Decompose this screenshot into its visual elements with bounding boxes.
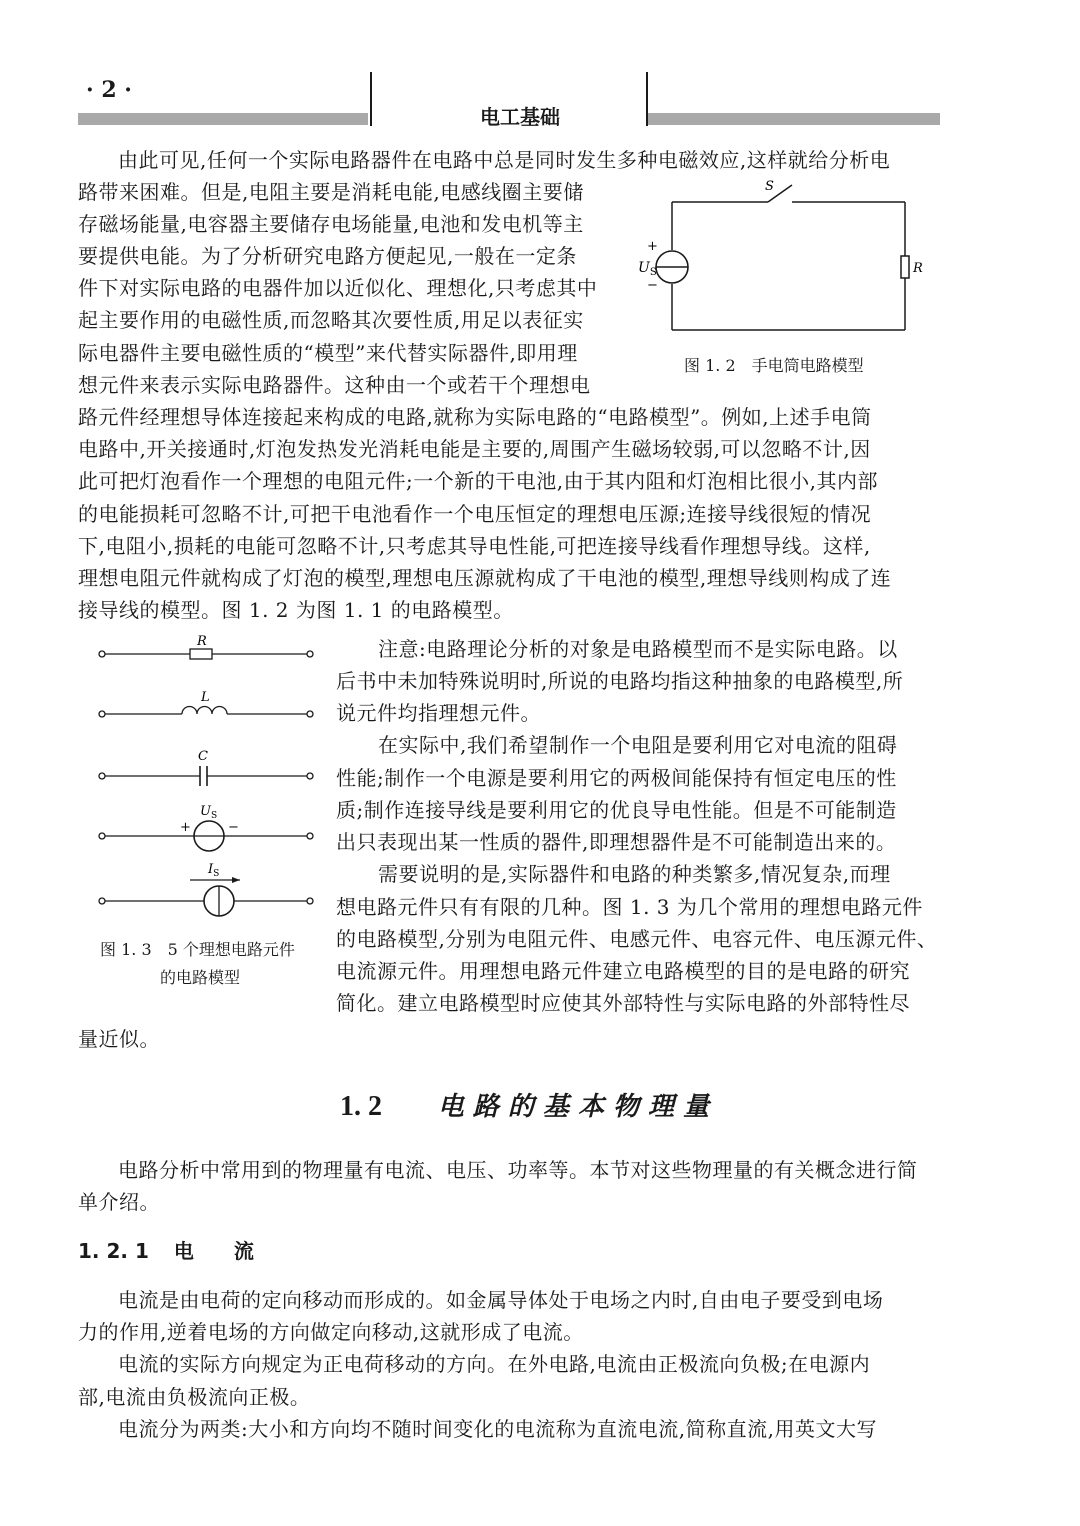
book-title: 电工基础: [480, 105, 560, 129]
plus-label: +: [647, 239, 658, 254]
text-line: 下,电阻小,损耗的电能可忽略不计,只考虑其导电性能,可把连接导线看作理想导线。这样,: [78, 534, 871, 558]
svg-text:US: $U_S$: [200, 804, 218, 821]
text-line: 电流的实际方向规定为正电荷移动的方向。在外电路,电流由正极流向负极;在电源内: [118, 1352, 871, 1376]
text-line: 出只表现出某一性质的器件,即理想器件是不可能制造出来的。: [336, 830, 897, 854]
text-line: 电路中,开关接通时,灯泡发热发光消耗电能是主要的,周围产生磁场较弱,可以忽略不计,因: [78, 437, 871, 461]
text-line: 质;制作连接导线是要利用它的优良导电性能。但是不可能制造: [336, 798, 897, 822]
text-line: 电流源元件。用理想电路元件建立电路模型的目的是电路的研究: [336, 959, 910, 983]
text-line: 力的作用,逆着电场的方向做定向移动,这就形成了电流。: [78, 1320, 584, 1344]
current-source-element: [99, 862, 313, 916]
text-line: 注意:电路理论分析的对象是电路模型而不是实际电路。以: [378, 637, 898, 661]
section-title: 电 路 的 基 本 物 理 量: [437, 1092, 710, 1122]
text-line: 路元件经理想导体连接起来构成的电路,就称为实际电路的“电路模型”。例如,上述手电筒: [78, 405, 872, 429]
text-line: 说元件均指理想元件。: [336, 701, 541, 725]
text-line: 量近似。: [78, 1027, 160, 1051]
header-rule-right: [648, 113, 940, 125]
subsection-title: 电 流: [173, 1239, 254, 1263]
svg-text:C: C: [198, 749, 208, 764]
minus-label: −: [647, 278, 658, 293]
text-line: 单介绍。: [78, 1190, 160, 1214]
switch-label: S: [765, 179, 774, 194]
svg-text:IS: $I_S$: [208, 862, 220, 879]
text-line: 存磁场能量,电容器主要储存电场能量,电池和发电机等主: [78, 212, 584, 236]
text-line: 电流分为两类:大小和方向均不随时间变化的电流称为直流电流,简称直流,用英文大写: [118, 1417, 877, 1441]
text-line: 由此可见,任何一个实际电路器件在电路中总是同时发生多种电磁效应,这样就给分析电: [118, 148, 891, 172]
source-label: $U_S$: [638, 260, 657, 278]
capacitor-element: [99, 749, 313, 786]
header-rule-left: [78, 113, 368, 125]
text-line: 此可把灯泡看作一个理想的电阻元件;一个新的干电池,由于其内阻和灯泡相比很小,其内部: [78, 469, 878, 493]
resistor-element: [99, 634, 313, 659]
text-line: 路带来困难。但是,电阻主要是消耗电能,电感线圈主要储: [78, 180, 584, 204]
svg-text:+: +: [180, 820, 191, 835]
svg-text:−: −: [228, 820, 239, 835]
text-line: 想元件来表示实际电路器件。这种由一个或若干个理想电: [78, 373, 591, 397]
svg-text:R: R: [197, 634, 207, 649]
header-divider-left: [370, 72, 372, 126]
page-number: · 2 ·: [86, 77, 132, 103]
resistor-symbol: [901, 256, 909, 278]
figure-1-3-caption-line1: 图 1. 3 5 个理想电路元件: [100, 940, 295, 959]
text-line: 理想电阻元件就构成了灯泡的模型,理想电压源就构成了干电池的模型,理想导线则构成了连: [78, 566, 892, 590]
section-number: 1. 2: [340, 1091, 382, 1122]
text-line: 件下对实际电路的电器件加以近似化、理想化,只考虑其中: [78, 276, 598, 300]
text-line: 要提供电能。为了分析研究电路方便起见,一般在一定条: [78, 244, 577, 268]
text-line: 部,电流由负极流向正极。: [78, 1385, 311, 1409]
inductor-element: [99, 690, 313, 717]
text-line: 电路分析中常用到的物理量有电流、电压、功率等。本节对这些物理量的有关概念进行简: [118, 1158, 918, 1182]
text-line: 性能;制作一个电源是要利用它的两极间能保持有恒定电压的性: [336, 766, 897, 790]
voltage-source-element: [99, 804, 313, 851]
figure-1-2-circuit: [630, 170, 930, 345]
text-line: 接导线的模型。图 1. 2 为图 1. 1 的电路模型。: [78, 598, 514, 622]
section-heading: [340, 1086, 709, 1126]
figure-1-3-elements: [90, 630, 325, 920]
text-line: 后书中未加特殊说明时,所说的电路均指这种抽象的电路模型,所: [336, 669, 904, 693]
text-line: 的电能损耗可忽略不计,可把干电池看作一个电压恒定的理想电压源;连接导线很短的情况: [78, 502, 872, 526]
subsection-number: 1. 2. 1: [78, 1239, 149, 1263]
text-line: 际电器件主要电磁性质的“模型”来代替实际器件,即用理: [78, 341, 578, 365]
figure-1-2-caption: 图 1. 2 手电筒电路模型: [684, 356, 864, 375]
subsection-heading: [78, 1237, 254, 1265]
text-line: 想电路元件只有有限的几种。图 1. 3 为几个常用的理想电路元件: [336, 895, 923, 919]
text-line: 在实际中,我们希望制作一个电阻是要利用它对电流的阻碍: [378, 733, 898, 757]
text-line: 起主要作用的电磁性质,而忽略其次要性质,用足以表征实: [78, 308, 584, 332]
resistor-label: R: [913, 261, 923, 276]
text-line: 简化。建立电路模型时应使其外部特性与实际电路的外部特性尽: [336, 991, 910, 1015]
text-line: 需要说明的是,实际器件和电路的种类繁多,情况复杂,而理: [378, 862, 891, 886]
svg-text:L: L: [201, 690, 210, 705]
text-line: 的电路模型,分别为电阻元件、电感元件、电容元件、电压源元件、: [336, 927, 938, 951]
figure-1-3-caption-line2: 的电路模型: [160, 968, 241, 987]
text-line: 电流是由电荷的定向移动而形成的。如金属导体处于电场之内时,自由电子要受到电场: [118, 1288, 884, 1312]
